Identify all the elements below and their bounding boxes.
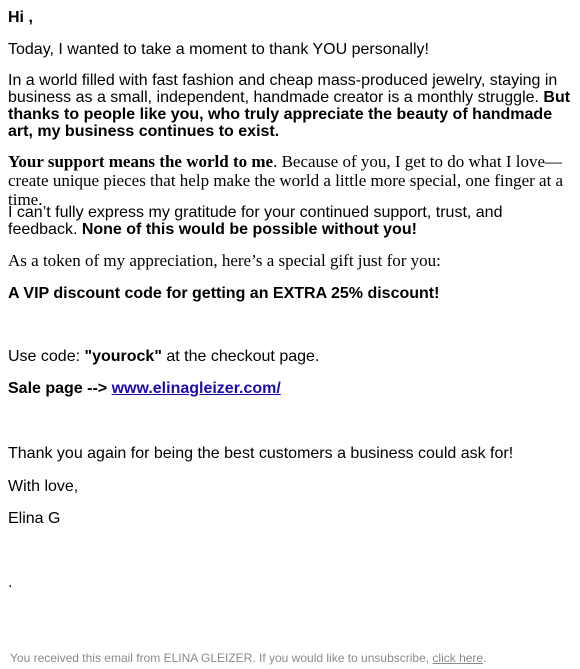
unsubscribe-link[interactable]: click here — [432, 651, 484, 665]
support-emphasis: Your support means the world to me — [8, 152, 274, 171]
gift-paragraph: As a token of my appreciation, here’s a special gift just for you: — [8, 251, 441, 270]
closing: With love, — [8, 478, 79, 495]
struggle-paragraph — [8, 72, 574, 140]
support-text: . Because of you, I get to do what I love—create unique pieces that help make the world a little more special, one finger at a time. — [8, 152, 564, 209]
intro-paragraph: Today, I wanted to take a moment to thank YOU personally! — [8, 41, 429, 58]
thanks-emphasis: But thanks to people like you, who truly appreciate the beauty of handmade art, my business continues to exist. — [8, 89, 571, 140]
gratitude-text: I can’t fully express my gratitude for your continued support, trust, and feedback. — [8, 204, 503, 238]
signature: Elina G — [8, 510, 61, 527]
sale-page-line — [8, 380, 574, 397]
support-paragraph — [8, 152, 574, 209]
greeting: Hi , — [8, 9, 33, 26]
sale-page-label: Sale page --> — [8, 380, 112, 397]
trailing-dot: . — [8, 574, 13, 591]
thanks-paragraph: Thank you again for being the best customers a business could ask for! — [8, 445, 514, 462]
footer: You received this email from ELINA GLEIZER. If you would like to unsubscribe, click here. — [10, 651, 487, 665]
sale-page-link[interactable]: www.elinagleizer.com/ — [111, 380, 281, 397]
gratitude-paragraph — [8, 204, 574, 238]
discount-code: "yourock" — [84, 348, 162, 365]
discount-code-line: Use code: "yourock" at the checkout page. — [8, 348, 320, 365]
vip-offer: A VIP discount code for getting an EXTRA 25% discount! — [8, 285, 440, 302]
footer-text: You received this email from ELINA GLEIZER. If you would like to unsubscribe, — [10, 651, 433, 665]
struggle-text: In a world filled with fast fashion and cheap mass-produced jewelry, staying in business as a small, independent, handmade creator is a monthly struggle. — [8, 72, 558, 106]
gratitude-emphasis: None of this would be possible without you! — [81, 221, 417, 238]
